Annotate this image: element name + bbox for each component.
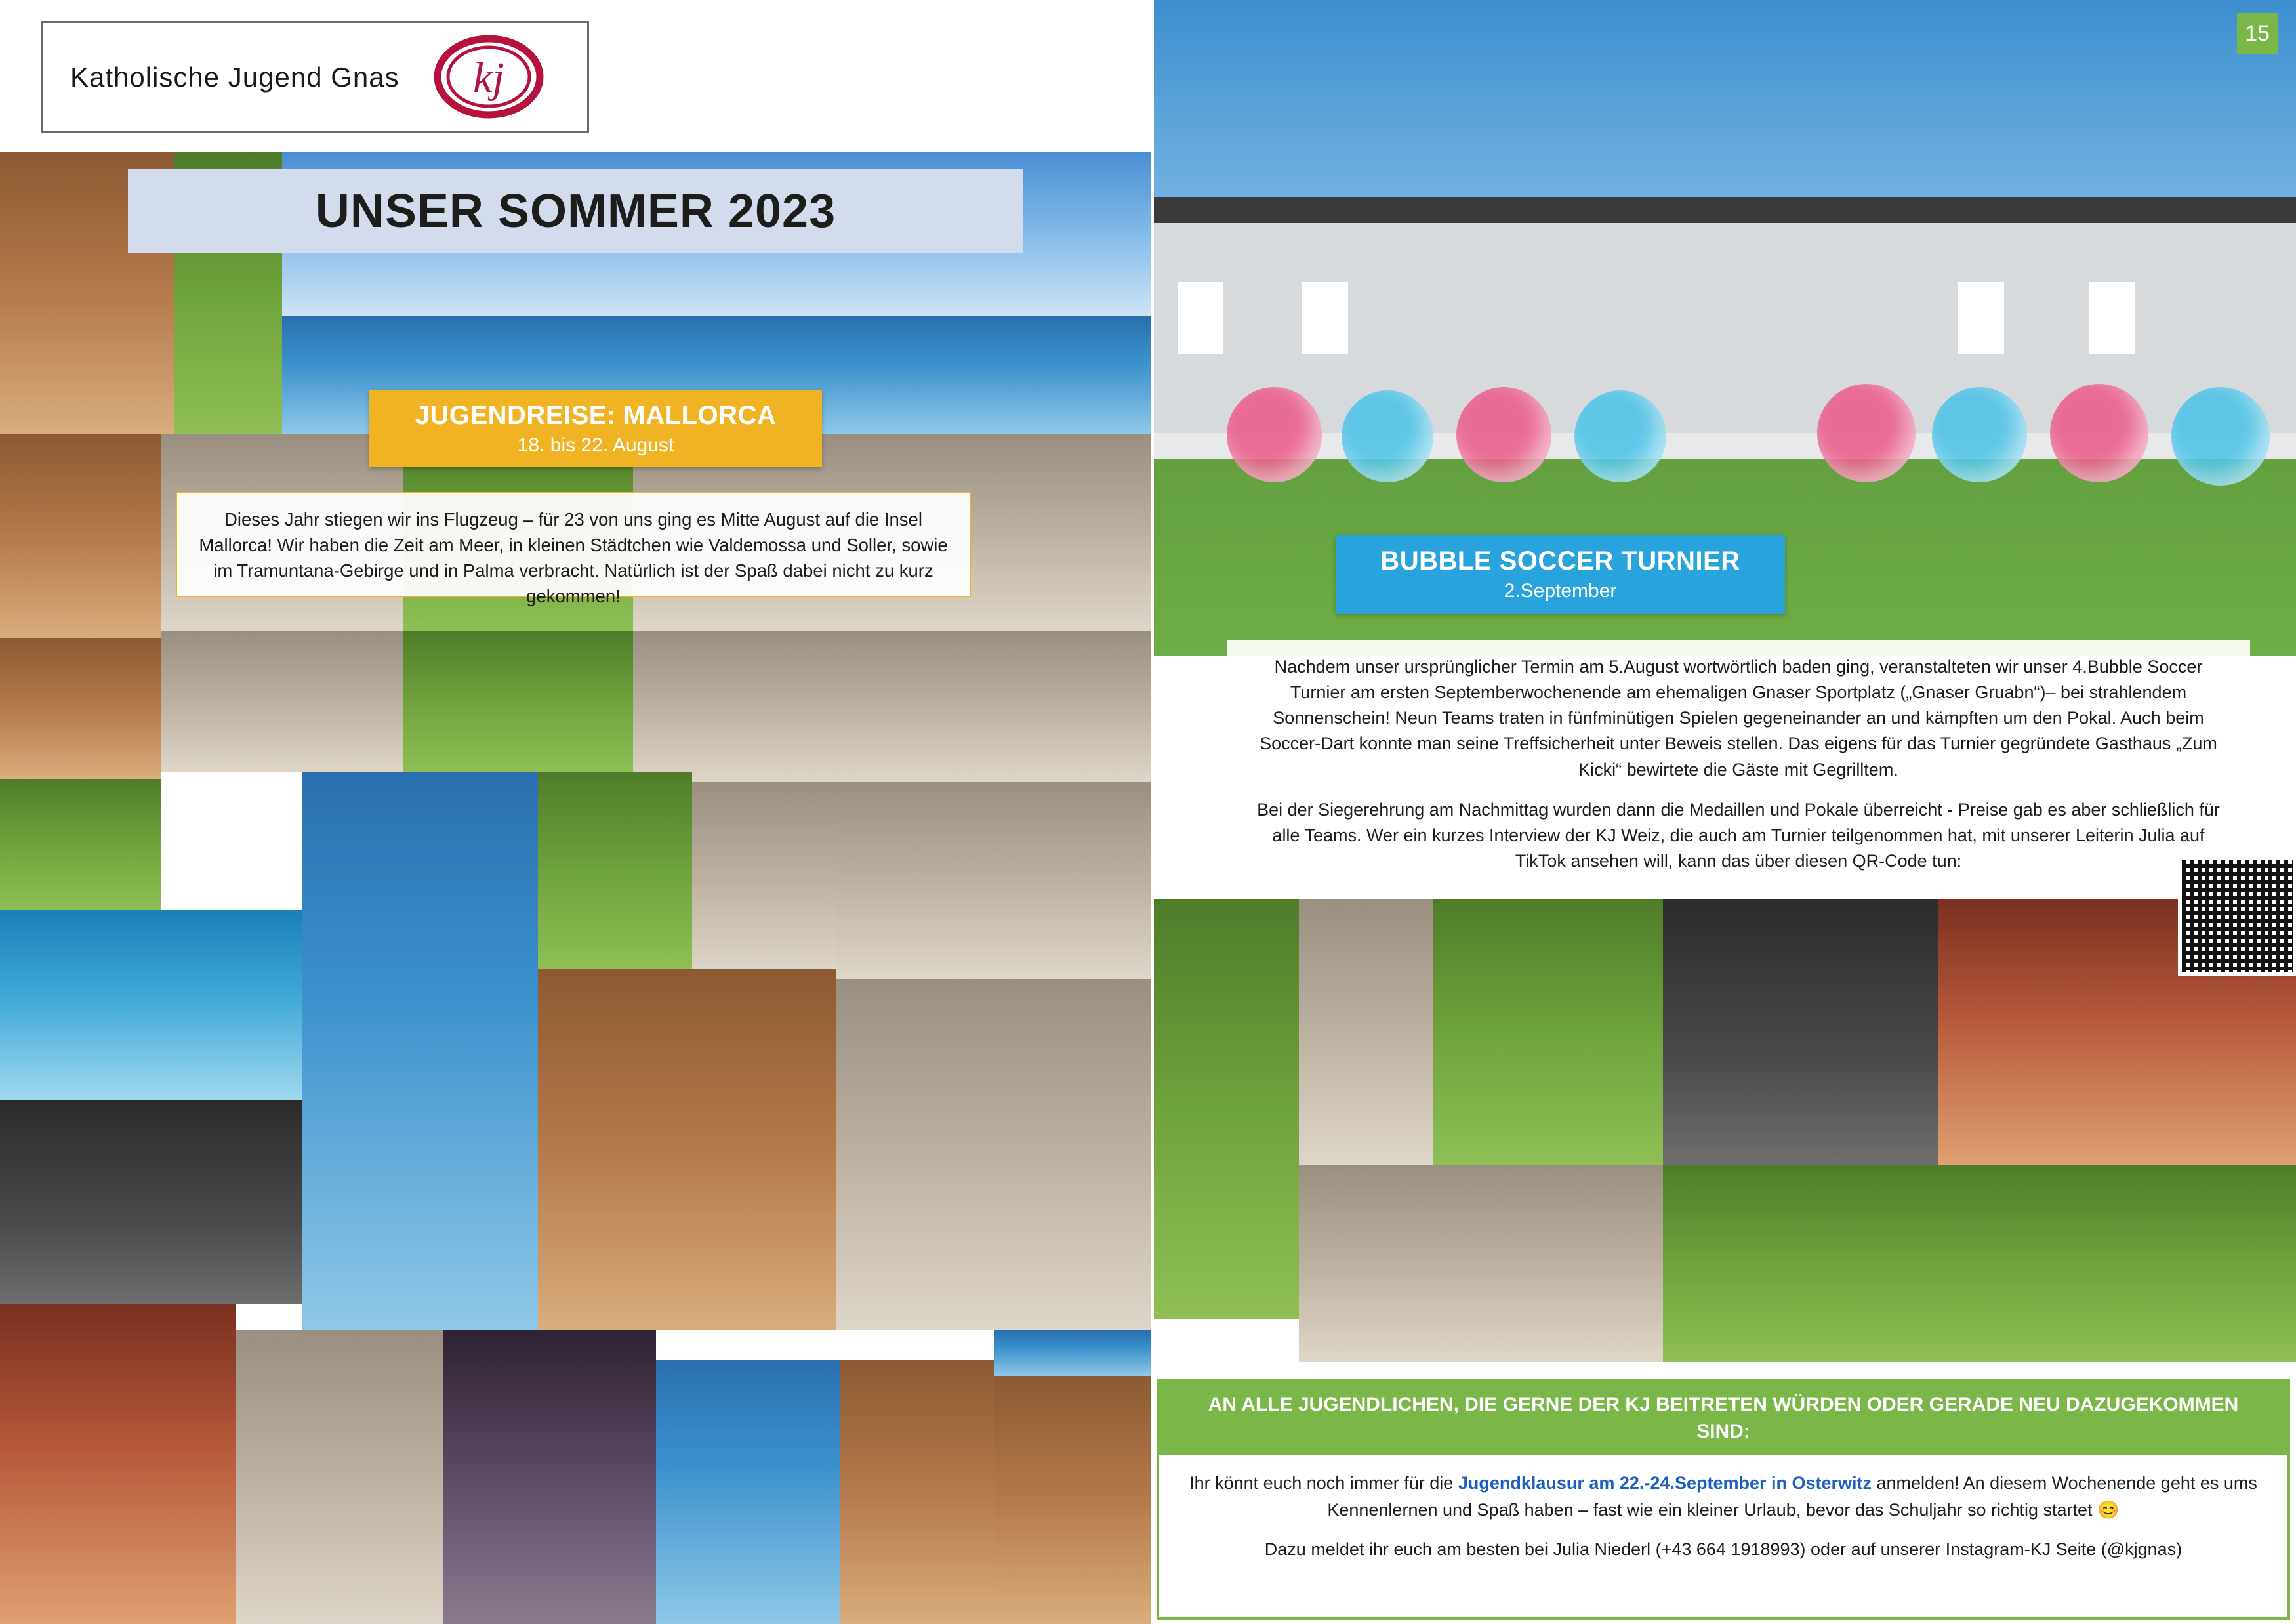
qr-code-icon (2178, 856, 2296, 976)
bubble-ball (1342, 390, 1433, 482)
photo-bar-terrace (0, 434, 161, 638)
mallorca-photo-mosaic (0, 152, 1151, 1624)
photo-bushes (0, 779, 161, 910)
photo-canyoning-group (0, 1100, 302, 1304)
photo-trees (403, 631, 633, 772)
hall-window (2089, 282, 2135, 354)
bubble-ball (2050, 384, 2148, 482)
bubble-ball (2171, 387, 2270, 486)
photo-pool (0, 910, 302, 1100)
kj-logo-icon (426, 30, 551, 125)
photo-blue-bubble-field (1938, 1165, 2165, 1362)
bubble-soccer-text-card (1227, 640, 2250, 879)
cta-line-1-pre: Ihr könnt euch noch immer für die (1189, 1473, 1458, 1493)
photo-wall-climb (692, 782, 836, 972)
photo-cheering (1433, 899, 1663, 1165)
hall-window (1178, 282, 1223, 354)
page-header (0, 0, 1151, 152)
cta-box (1157, 1379, 2290, 1620)
jugendreise-label-chip (369, 390, 822, 467)
photo-cove (656, 1360, 840, 1624)
photo-dinner-table (0, 638, 161, 779)
hall-window (1302, 282, 1348, 354)
organisation-logo-box (41, 21, 589, 133)
photo-wall (161, 631, 403, 772)
bubble-ball (1574, 390, 1666, 482)
page-title-text: UNSER SOMMER 2023 (315, 185, 836, 238)
page-gutter (1151, 0, 1154, 1624)
cta-line-1 (1189, 1470, 2257, 1523)
hall-window (1958, 282, 2004, 354)
photo-two-friends (840, 1360, 994, 1624)
page-title (128, 169, 1023, 253)
jugendreise-label: JUGENDREISE: MALLORCA (415, 400, 777, 430)
bubble-soccer-label-chip (1336, 535, 1785, 614)
photo-winner-trophy (1151, 899, 1299, 1319)
photo-grill-zum-kicki (1663, 899, 1938, 1165)
cta-body (1159, 1455, 2287, 1563)
photo-sunshade-crowd (836, 782, 1151, 979)
svg-text:kj: kj (473, 54, 504, 102)
bubble-ball (1227, 387, 1322, 482)
bubble-soccer-paragraph-1: Nachdem unser ursprünglicher Termin am 5.August wortwörtlich baden ging, veranstalteten wir unser 4.Bubble Soccer Turnier am ersten Septemberwochenende am ehemaligen Gnaser Sportplatz („Gnaser Gruabn“)– bei strahlendem Sonnenschein! Neun Teams traten in fünfminütigen Spielen gegeneinander an und kämpften um den Pokal. Auch beim Soccer-Dart konnte man seine Treffsicherheit unter Beweis stellen. Das eigens für das Turnier gegründete Gasthaus „Zum Kicki“ bewirtete die Gäste mit Gegrilltem. (1260, 657, 2217, 780)
bubble-soccer-date: 2.September (1504, 579, 1617, 602)
photo-crowd (836, 979, 1151, 1330)
bubble-ball (1817, 384, 1916, 482)
photo-cathedral (443, 1330, 656, 1624)
photo-winner-team (1299, 1165, 1663, 1362)
jugendreise-text-card (176, 492, 971, 607)
photo-coast-island (302, 772, 538, 1330)
photo-paella (0, 1304, 236, 1624)
bubble-soccer-label: BUBBLE SOCCER TURNIER (1380, 546, 1740, 575)
cta-line-1-post: anmelden! An diesem Wochenende geht es ums Kennenlernen und Spaß haben – fast wie ein kleiner Urlaub, bevor das Schuljahr so richtig startet 😊 (1327, 1473, 2257, 1520)
photo-red-team (1663, 1165, 1938, 1362)
bubble-ball (1932, 387, 2027, 482)
page-number-badge: 15 (2237, 13, 2278, 54)
jugendreise-date: 18. bis 22. August (517, 434, 674, 456)
cta-line-2: Dazu meldet ihr euch am besten bei Julia Niederl (+43 664 1918993) oder auf unserer Instagram-KJ Seite (@kjgnas) (1264, 1539, 2183, 1559)
jugendreise-body: Dieses Jahr stiegen wir ins Flugzeug – für 23 von uns ging es Mitte August auf die Insel Mallorca! Wir haben die Zeit am Meer, in kleinen Städtchen wie Valdemossa und Soller, sowie im Tramuntana-Gebirge und in Palma verbracht. Natürlich ist der Spaß dabei nicht zu kurz gekommen! (199, 509, 948, 607)
bubble-ball (1456, 387, 1551, 482)
photo-soccer-dart (2165, 1165, 2296, 1362)
photo-white-jeep (236, 1330, 443, 1624)
organisation-name: Katholische Jugend Gnas (70, 61, 400, 93)
photo-pickup (823, 631, 1151, 782)
photo-jeep-convoy (633, 631, 823, 782)
right-page (1151, 0, 2296, 1624)
photo-cocktails (994, 1376, 1151, 1624)
photo-promenade (994, 1330, 1151, 1376)
cta-line-1-highlight: Jugendklausur am 22.-24.September in Osterwitz (1458, 1473, 1872, 1493)
bubble-soccer-paragraph-2: Bei der Siegerehrung am Nachmittag wurden dann die Medaillen und Pokale überreicht - Preise gab es aber schließlich für alle Teams. Wer ein kurzes Interview der KJ Weiz, die auch am Turnier teilgenommen hat, mit unserer Leiterin Julia auf TikTok ansehen will, kann das über diesen QR-Code tun: (1257, 799, 2220, 871)
photo-medal-winner (1299, 899, 1433, 1165)
photo-group-on-wall (538, 772, 692, 969)
hall-roof (1151, 197, 2296, 223)
photo-colonnade (538, 969, 836, 1330)
cta-heading: AN ALLE JUGENDLICHEN, DIE GERNE DER KJ BEITRETEN WÜRDEN ODER GERADE NEU DAZUGEKOMMEN SIND: (1159, 1381, 2287, 1455)
